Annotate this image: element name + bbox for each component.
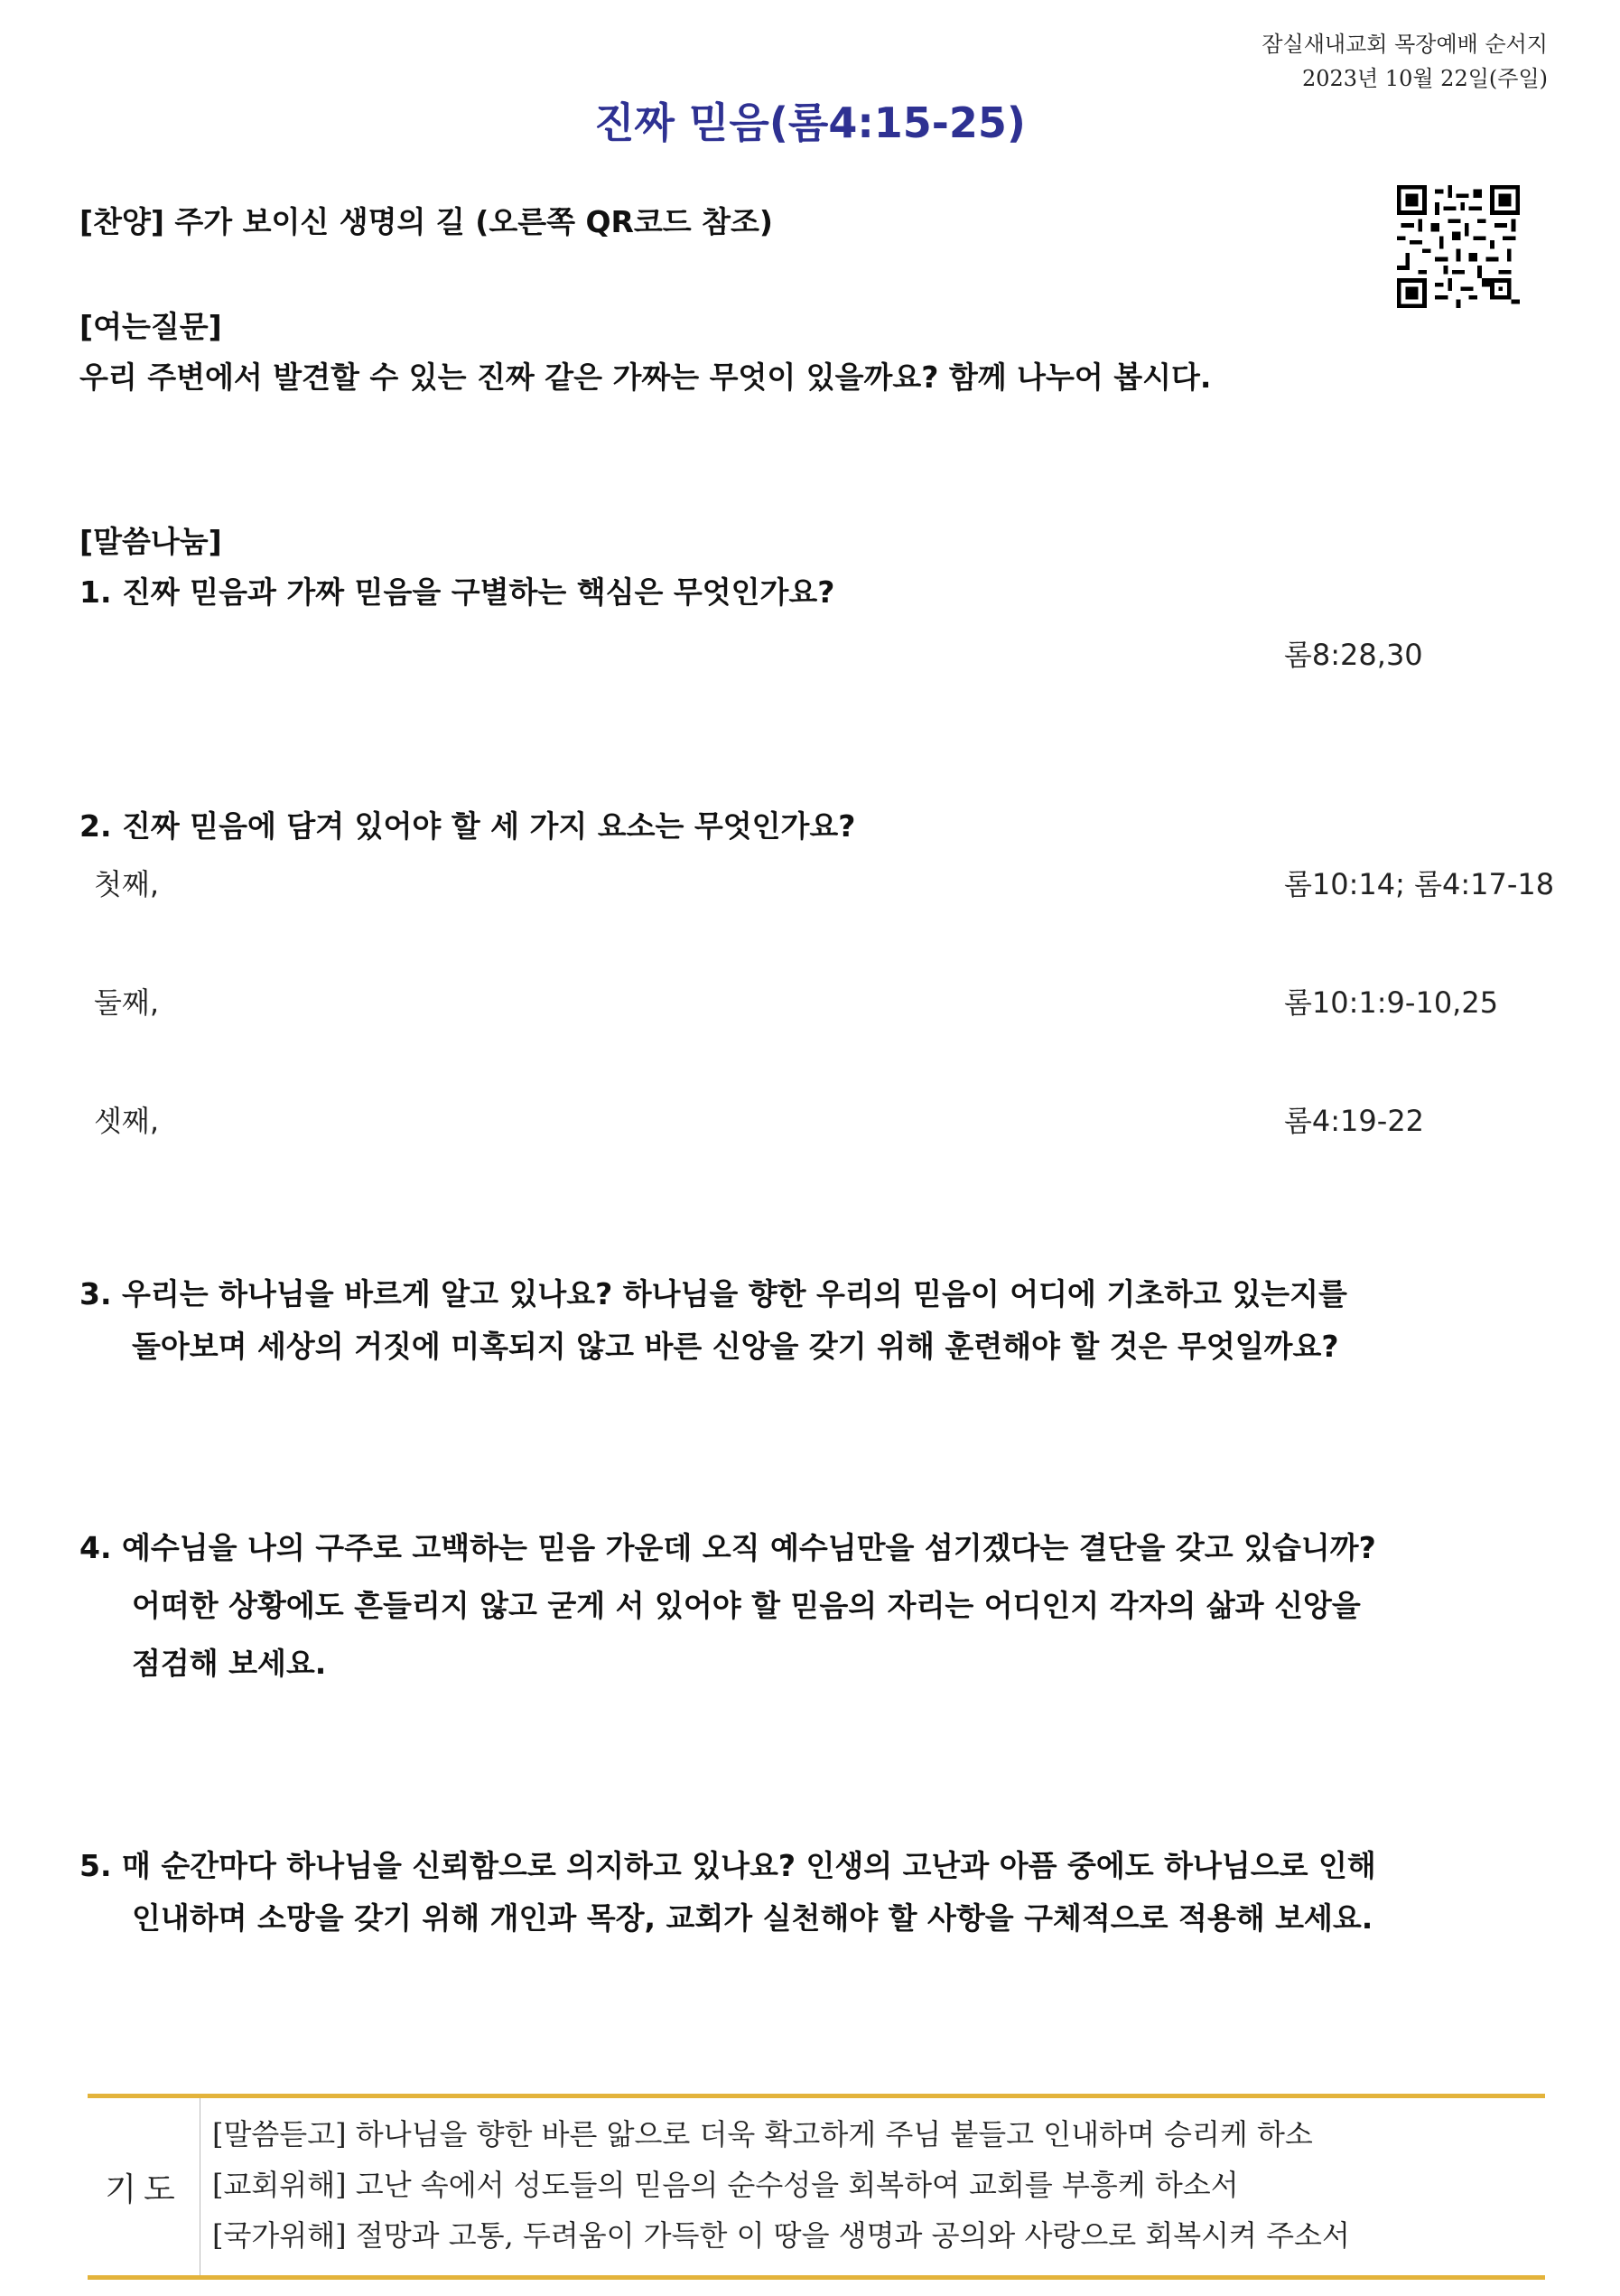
question-2-item-3-ref: 롬4:19-22 [1284,1104,1425,1138]
question-5 [79,1840,1542,1945]
question-2-item-1-label: 첫째, [94,867,159,901]
prayer-label: 기도 [88,2098,200,2275]
hymn-line: [찬양] 주가 보이신 생명의 길 (오른쪽 QR코드 참조) [79,204,774,239]
question-2: 2. 진짜 믿음에 담겨 있어야 할 세 가지 요소는 무엇인가요? [79,808,856,844]
sharing-heading-block [79,517,1542,618]
question-4-line-2: 어떠한 상황에도 흔들리지 않고 굳게 서 있어야 할 믿음의 자리는 어디인지 각자의 삶과 신앙을 [132,1588,1361,1623]
question-3-line-2: 돌아보며 세상의 거짓에 미혹되지 않고 바른 신앙을 갖기 위해 훈련해야 할 것은 무엇일까요? [132,1329,1339,1364]
prayer-line-church: [교회위해] 고난 속에서 성도들의 믿음의 순수성을 회복하여 교회를 부흥케 하소서 [212,2168,1239,2202]
question-5-line-1: 5. 매 순간마다 하나님을 신뢰함으로 의지하고 있나요? 인생의 고난과 아픔 중에도 하나님으로 인해 [79,1848,1376,1883]
opening-question: 우리 주변에서 발견할 수 있는 진짜 같은 가짜는 무엇이 있을까요? 함께 나누어 봅시다. [79,359,1212,395]
date-line: 2023년 10월 22일(주일) [1301,66,1548,91]
question-1: 1. 진짜 믿음과 가짜 믿음을 구별하는 핵심은 무엇인가요? [79,574,835,610]
question-2-item-2-ref: 롬10:1:9-10,25 [1284,985,1499,1020]
question-3 [79,1268,1542,1373]
sharing-heading: [말씀나눔] [79,524,222,559]
question-1-ref: 롬8:28,30 [1284,638,1423,672]
prayer-box [88,2094,1545,2280]
question-4 [79,1519,1542,1693]
opening-heading: [여는질문] [79,309,222,344]
question-2-item-2-label: 둘째, [94,985,159,1020]
question-5-line-2: 인내하며 소망을 갖기 위해 개인과 목장, 교회가 실천해야 할 사항을 구체적으로 적용해 보세요. [132,1900,1373,1936]
question-3-line-1: 3. 우리는 하나님을 바르게 알고 있나요? 하나님을 향한 우리의 믿음이 어디에 기초하고 있는지를 [79,1276,1347,1311]
header-info [1262,27,1548,96]
question-2-item-1-ref: 롬10:14; 롬4:17-18 [1284,867,1555,901]
question-4-line-1: 4. 예수님을 나의 구주로 고백하는 믿음 가운데 오직 예수님만을 섬기겠다는 결단을 갖고 있습니까? [79,1530,1376,1565]
church-line: 잠실새내교회 목장예배 순서지 [1262,32,1548,57]
question-2-item-3-label: 셋째, [94,1104,159,1138]
question-4-line-3: 점검해 보세요. [132,1646,327,1681]
prayer-line-nation: [국가위해] 절망과 고통, 두려움이 가득한 이 땅을 생명과 공의와 사랑으로 회복시켜 주소서 [212,2218,1350,2253]
page-title: 진짜 믿음(롬4:15-25) [594,98,1026,147]
prayer-line-word: [말씀듣고] 하나님을 향한 바른 앎으로 더욱 확고하게 주님 붙들고 인내하며 승리케 하소 [212,2117,1313,2151]
prayer-lines [212,2109,1350,2261]
opening-section [79,302,1542,403]
